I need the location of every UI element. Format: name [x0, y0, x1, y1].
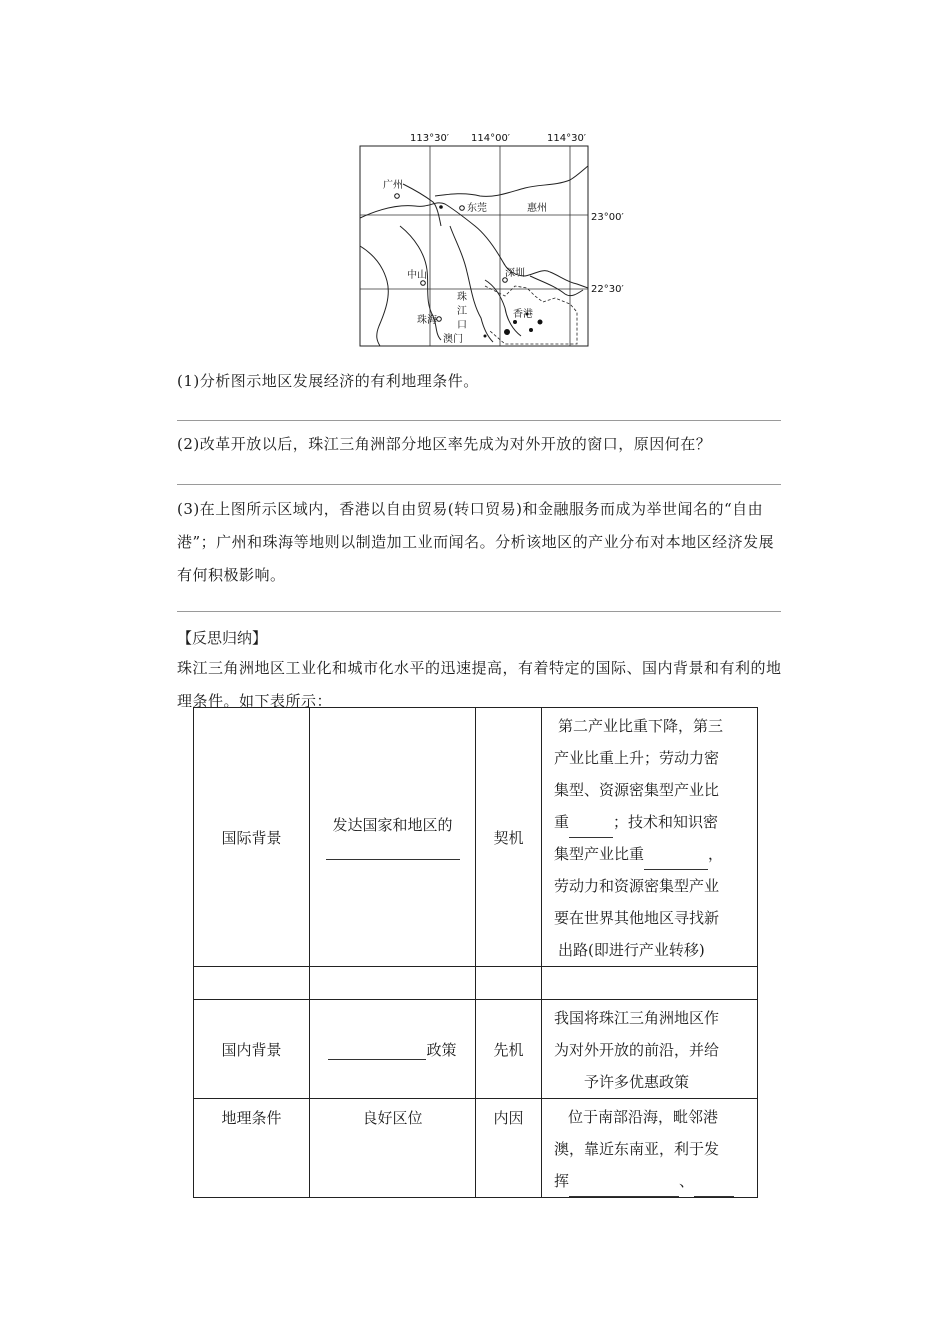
text-line: 澳，靠近东南亚，利于发	[554, 1140, 720, 1158]
text-line-with-blank	[554, 838, 749, 870]
cell-industry-description	[542, 708, 758, 967]
city-label-macau: 澳门	[443, 334, 463, 345]
table-row-international	[194, 708, 758, 967]
background-table	[193, 707, 758, 1198]
text-line: 出路(即进行产业转移)	[558, 941, 705, 959]
map-svg	[355, 126, 645, 351]
estuary-label: 江	[457, 306, 467, 317]
island	[513, 320, 517, 324]
table-row-empty	[194, 967, 758, 1000]
text-fragment: 、	[679, 1172, 695, 1190]
estuary-label: 口	[457, 320, 467, 331]
cell-developed-countries	[310, 708, 476, 967]
empty-cell	[542, 967, 758, 1000]
row-role-internal-cause: 内因	[476, 1099, 542, 1198]
summary-heading: 【反思归纳】	[177, 629, 268, 647]
lat-label: 22°30′	[591, 284, 624, 295]
city-marker	[437, 317, 442, 322]
cell-text: 发达国家和地区的	[332, 816, 453, 834]
text-line: 为对外开放的前沿，并给	[554, 1041, 720, 1059]
city-label-hongkong: 香港	[513, 309, 533, 320]
text-fragment: 重	[554, 813, 570, 831]
text-fragment: 挥	[554, 1172, 570, 1190]
lat-label: 23°00′	[591, 212, 624, 223]
island	[538, 320, 543, 325]
text-fragment: 集型产业比重	[554, 845, 645, 863]
answer-line-2	[177, 484, 781, 485]
city-marker	[460, 206, 465, 211]
question-2: (2)改革开放以后，珠江三角洲部分地区率先成为对外开放的窗口，原因何在？	[177, 435, 712, 453]
row-label-international: 国际背景	[194, 708, 310, 967]
text-fragment: 政策	[426, 1040, 457, 1059]
lon-label: 114°00′	[471, 133, 511, 144]
empty-cell	[310, 967, 476, 1000]
answer-line-3	[177, 611, 781, 612]
city-label-zhuhai: 珠海	[417, 315, 437, 326]
text-line-with-blank	[554, 806, 749, 838]
city-marker	[395, 194, 400, 199]
row-label-geography: 地理条件	[194, 1099, 310, 1198]
city-marker	[439, 205, 443, 209]
river	[435, 166, 588, 196]
lon-label: 113°30′	[410, 133, 450, 144]
city-label-shenzhen: 深圳	[505, 268, 525, 279]
city-label-guangzhou: 广州	[383, 180, 403, 191]
text-line: 予许多优惠政策	[584, 1073, 690, 1091]
island	[504, 329, 510, 335]
text-line: 位于南部沿海，毗邻港	[568, 1108, 719, 1126]
text-line: 劳动力和资源密集型产业	[554, 877, 720, 895]
text-line: 要在世界其他地区寻找新	[554, 909, 720, 927]
row-role-opportunity: 契机	[476, 708, 542, 967]
text-line: 我国将珠江三角洲地区作	[554, 1009, 720, 1027]
pearl-river-delta-map	[355, 126, 645, 351]
text-fragment: ；技术和知识密	[613, 813, 719, 831]
question-1: (1)分析图示地区发展经济的有利地理条件。	[177, 372, 479, 390]
estuary-label: 珠	[457, 292, 467, 303]
blank-line	[326, 841, 460, 860]
summary-intro: 珠江三角洲地区工业化和城市化水平的迅速提高，有着特定的国际、国内背景和有利的地理条件。如下表所示：	[177, 659, 782, 710]
row-role-first-mover: 先机	[476, 1000, 542, 1099]
text-line-with-blank	[554, 1165, 749, 1197]
city-label-zhongshan: 中山	[407, 270, 427, 281]
cell-location: 良好区位	[310, 1099, 476, 1198]
table-row-geography	[194, 1099, 758, 1198]
city-label-huizhou: 惠州	[527, 203, 547, 214]
city-marker	[421, 281, 426, 286]
map-frame	[360, 146, 588, 346]
coastline	[360, 246, 388, 346]
blank-line	[644, 853, 708, 870]
island	[529, 328, 533, 332]
city-label-dongguan: 东莞	[467, 203, 487, 214]
blank-line	[569, 821, 613, 838]
river	[403, 184, 441, 226]
answer-line-1	[177, 420, 781, 421]
island	[484, 335, 487, 338]
table-row-domestic	[194, 1000, 758, 1099]
coastline	[360, 203, 588, 288]
blank-line	[328, 1043, 426, 1060]
text-line: 产业比重上升；劳动力密	[554, 749, 720, 767]
question-3: (3)在上图所示区域内，香港以自由贸易(转口贸易)和金融服务而成为举世闻名的“自由港”；广州和珠海等地则以制造加工业而闻名。分析该地区的产业分布对本地区经济发展有何积极影响。	[177, 500, 775, 584]
blank-line	[694, 1180, 734, 1197]
blank-line	[569, 1180, 679, 1197]
text-fragment: ，	[708, 845, 724, 863]
text-line: 第二产业比重下降，第三	[558, 717, 724, 735]
text-line: 集型、资源密集型产业比	[554, 781, 720, 799]
cell-policy	[310, 1000, 476, 1099]
cell-policy-description	[542, 1000, 758, 1099]
lon-label: 114°30′	[547, 133, 587, 144]
empty-cell	[476, 967, 542, 1000]
empty-cell	[194, 967, 310, 1000]
coastline	[530, 276, 583, 296]
row-label-domestic: 国内背景	[194, 1000, 310, 1099]
cell-location-description	[542, 1099, 758, 1198]
